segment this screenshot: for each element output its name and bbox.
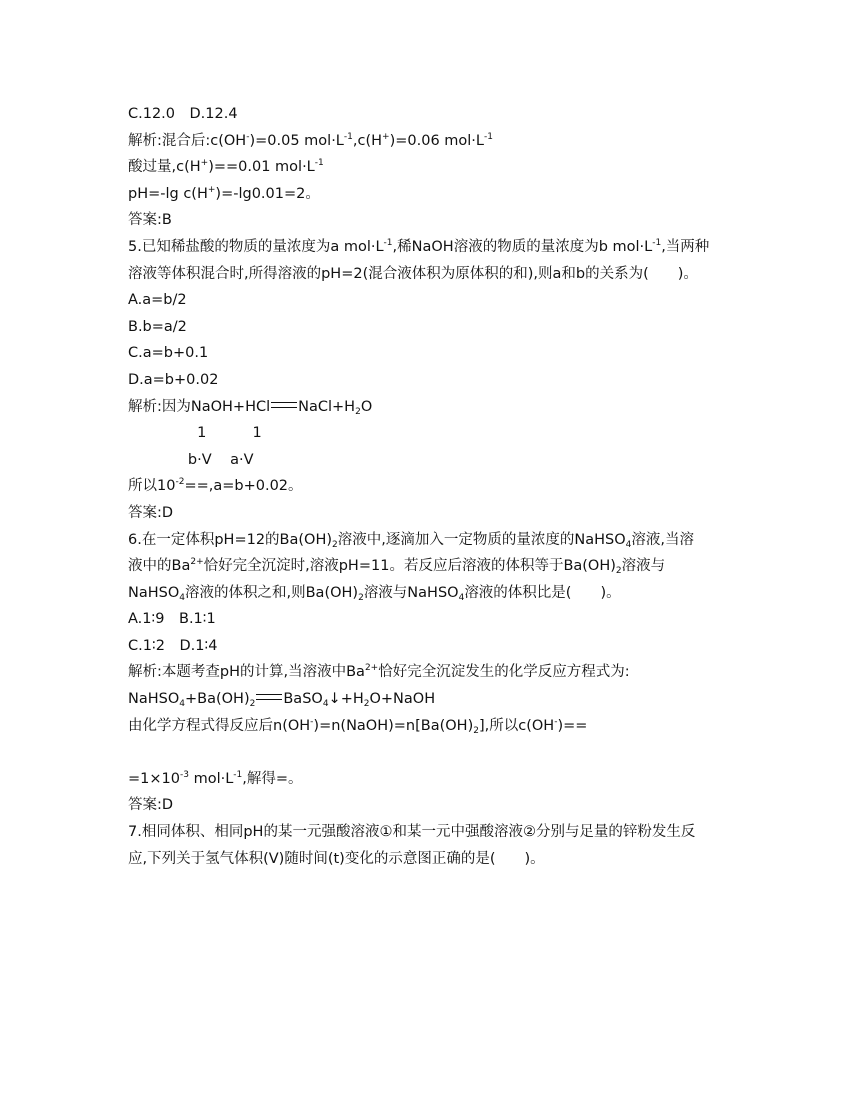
- subscript: 4: [322, 699, 329, 710]
- text-line-q6-CD: [128, 633, 748, 660]
- text-run: 答案:D: [128, 797, 174, 814]
- text-run: 答案:B: [128, 212, 172, 229]
- subscript: 4: [625, 539, 632, 550]
- text-line-blank: [128, 739, 748, 766]
- superscript: 2+: [190, 557, 204, 568]
- superscript: -1: [484, 131, 493, 142]
- text-run: BaSO: [283, 691, 323, 708]
- superscript: -1: [652, 237, 662, 248]
- text-line-sol4-b: [128, 154, 748, 181]
- text-line-q7-a: [128, 819, 748, 846]
- text-run: 1 1: [128, 425, 262, 442]
- subscript: 4: [179, 592, 185, 603]
- text-run: ↓+H: [328, 691, 364, 708]
- reaction-equals-sign: [256, 694, 282, 700]
- text-run: 7.相同体积、相同pH的某一元强酸溶液①和某一元中强酸溶液②分别与足量的锌粉发生反: [128, 824, 696, 841]
- superscript: -1: [233, 769, 243, 780]
- subscript: 2: [363, 699, 370, 710]
- text-line-q5-a: [128, 234, 748, 261]
- text-run: 解析:混合后:c(OH: [128, 132, 247, 149]
- text-run: 溶液等体积混合时,所得溶液的pH=2(混合液体积为原体积的和),则a和b的关系为( )。: [128, 265, 698, 282]
- text-run: O: [360, 398, 373, 415]
- text-run: NaHSO: [128, 691, 180, 708]
- superscript: +: [207, 184, 216, 195]
- text-run: 液中的Ba: [128, 558, 191, 575]
- superscript: -1: [343, 131, 353, 142]
- text-line-q5-C: [128, 340, 748, 367]
- text-run: 恰好完全沉淀时,溶液pH=11。若反应后溶液的体积等于Ba(OH): [203, 558, 616, 575]
- subscript: 4: [458, 592, 465, 603]
- text-run: 解析:本题考查pH的计算,当溶液中Ba: [128, 664, 365, 681]
- text-line-sol4-c: [128, 181, 748, 208]
- superscript: -: [246, 131, 250, 142]
- text-run: C.a=b+0.1: [128, 345, 209, 362]
- text-run: 应,下列关于氢气体积(V)随时间(t)变化的示意图正确的是( )。: [128, 850, 545, 867]
- text-line-sol5-a: [128, 394, 748, 421]
- text-run: 溶液与: [621, 558, 666, 575]
- text-line-sol6-d: [128, 766, 748, 793]
- document-page: [128, 101, 748, 872]
- text-run: b·V a·V: [128, 451, 254, 468]
- text-line-q5-D: [128, 367, 748, 394]
- text-run: 酸过量,c(H: [128, 159, 201, 176]
- text-line-sol6-b: [128, 686, 748, 713]
- reaction-equals-sign: [271, 402, 297, 408]
- superscript: 2+: [364, 663, 379, 674]
- text-run: 所以10: [128, 478, 176, 495]
- text-run: ,当两种: [661, 238, 710, 255]
- text-run: )=0.05 mol·L: [249, 132, 344, 149]
- subscript: 2: [249, 699, 256, 710]
- text-run: A.a=b/2: [128, 292, 187, 309]
- text-run: 5.已知稀盐酸的物质的量浓度为a mol·L: [128, 238, 384, 255]
- text-line-q5-b: [128, 261, 748, 288]
- text-line-ans6: [128, 792, 748, 819]
- text-run: ,稀NaOH溶液的物质的量浓度为b mol·L: [392, 238, 653, 255]
- text-run: 恰好完全沉淀发生的化学反应方程式为:: [378, 664, 630, 681]
- text-run: D.a=b+0.02: [128, 371, 219, 388]
- subscript: 2: [473, 725, 479, 736]
- text-line-q5-B: [128, 314, 748, 341]
- text-run: B.b=a/2: [128, 318, 187, 335]
- text-line-q6-a: [128, 527, 748, 554]
- text-run: ],所以c(OH: [478, 717, 555, 734]
- text-run: 解析:因为NaOH+HCl: [128, 398, 271, 415]
- text-run: NaCl+H: [298, 398, 356, 415]
- superscript: +: [200, 158, 209, 169]
- text-run: 溶液,当溶: [631, 531, 694, 548]
- text-run: )==0.01 mol·L: [208, 159, 315, 176]
- text-run: 溶液与NaHSO: [363, 584, 459, 601]
- text-run: +Ba(OH): [185, 691, 250, 708]
- text-line-q6-c: [128, 580, 748, 607]
- subscript: 2: [355, 406, 361, 417]
- text-line-opts-cd: [128, 101, 748, 128]
- text-run: =1×10: [128, 770, 180, 787]
- superscript: -: [310, 716, 314, 727]
- text-run: ,解得=。: [242, 770, 303, 787]
- text-line-q6-b: [128, 553, 748, 580]
- text-run: C.12.0 D.12.4: [128, 106, 238, 122]
- text-run: 溶液的体积之和,则Ba(OH): [185, 584, 359, 601]
- text-run: )=0.06 mol·L: [389, 132, 484, 149]
- text-line-sol5-c: [128, 447, 748, 474]
- superscript: -: [554, 716, 558, 727]
- text-line-sol5-b: [128, 420, 748, 447]
- text-run: ,c(H: [352, 132, 383, 149]
- text-run: C.1∶2 D.1∶4: [128, 637, 218, 654]
- text-run: ==,a=b+0.02。: [184, 478, 303, 495]
- text-run: A.1∶9 B.1∶1: [128, 611, 216, 628]
- text-line-q6-AB: [128, 606, 748, 633]
- text-run: 溶液中,逐滴加入一定物质的量浓度的NaHSO: [337, 531, 626, 548]
- superscript: -1: [314, 158, 324, 169]
- text-run: )=n(NaOH)=n[Ba(OH): [313, 717, 474, 734]
- subscript: 2: [332, 539, 338, 550]
- subscript: 2: [358, 592, 364, 603]
- text-line-q7-b: [128, 846, 748, 873]
- text-run: O+NaOH: [369, 691, 436, 708]
- text-run: mol·L: [188, 770, 234, 787]
- text-line-sol4-a: [128, 128, 748, 155]
- subscript: 4: [179, 699, 185, 710]
- text-line-ans5: [128, 500, 748, 527]
- superscript: -1: [383, 237, 393, 248]
- text-line-q5-A: [128, 287, 748, 314]
- text-run: )=-lg0.01=2。: [215, 185, 320, 202]
- text-line-sol5-d: [128, 473, 748, 500]
- superscript: -2: [175, 477, 185, 488]
- text-run: 由化学方程式得反应后n(OH: [128, 717, 311, 734]
- text-run: 6.在一定体积pH=12的Ba(OH): [128, 531, 333, 548]
- text-run: 溶液的体积比是( )。: [464, 584, 621, 601]
- text-line-sol6-a: [128, 659, 748, 686]
- superscript: -3: [179, 769, 189, 780]
- text-run: )==: [557, 717, 588, 734]
- text-run: NaHSO: [128, 584, 180, 601]
- superscript: +: [382, 131, 390, 142]
- text-run: pH=-lg c(H: [128, 185, 208, 202]
- text-line-sol6-c: [128, 713, 748, 740]
- text-line-ans4: [128, 207, 748, 234]
- text-run: 答案:D: [128, 504, 174, 521]
- subscript: 2: [615, 566, 622, 577]
